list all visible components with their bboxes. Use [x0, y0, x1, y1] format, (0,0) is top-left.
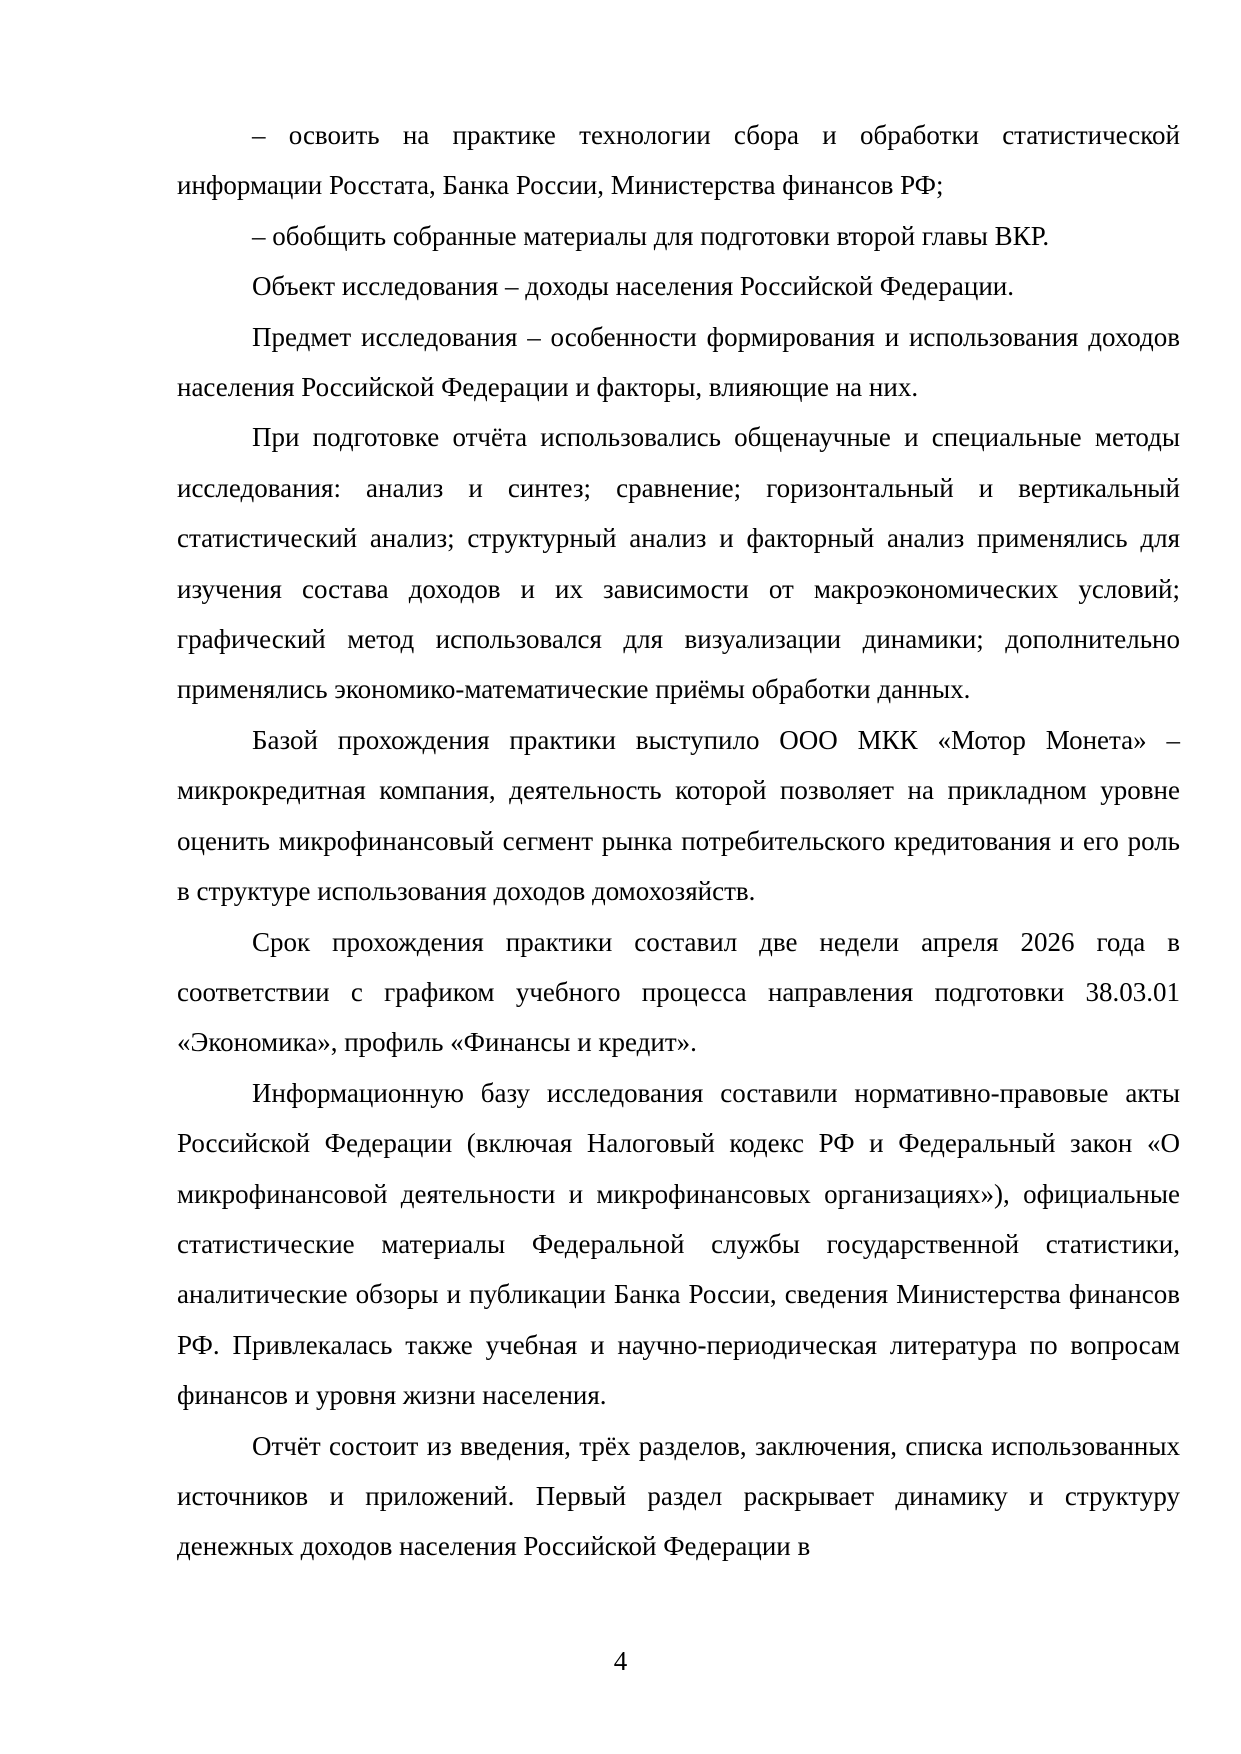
paragraph-report-structure: Отчёт состоит из введения, трёх разделов, заключения, списка использованных источников и приложений. Первый раздел раскрывает динамику и структуру денежных доходов населения Российской Федерации в: [177, 1430, 1180, 1562]
paragraph-task-statistics: – освоить на практике технологии сбора и обработки статистической информации Росстата, Банка России, Министерства финансов РФ;: [177, 120, 1180, 201]
paragraph-research-object: Объект исследования – доходы населения Российской Федерации.: [252, 271, 1014, 302]
paragraph-task-summary: – обобщить собранные материалы для подготовки второй главы ВКР.: [252, 220, 1050, 251]
paragraph-information-base: Информационную базу исследования составили нормативно-правовые акты Российской Федерации (включая Налоговый кодекс РФ и Федеральный закон «О микрофинансовой деятельности и микрофинансовых организациях»), официальные статистические материалы Федеральной службы государственной статистики, аналитические обзоры и публикации Банка России, сведения Министерства финансов РФ. Привлекалась также учебная и научно-периодическая литература по вопросам финансов и уровня жизни населения.: [177, 1077, 1180, 1411]
paragraph-research-methods: При подготовке отчёта использовались общенаучные и специальные методы исследования: анализ и синтез; сравнение; горизонтальный и вертикальный статистический анализ; структурный анализ и факторный анализ применялись для изучения состава доходов и их зависимости от макроэкономических условий; графический метод использовался для визуализации динамики; дополнительно применялись экономико-математические приёмы обработки данных.: [177, 422, 1180, 705]
page-number: 4: [613, 1646, 628, 1676]
paragraph-practice-base: Базой прохождения практики выступило ООО МКК «Мотор Монета» – микрокредитная компания, деятельность которой позволяет на прикладном уровне оценить микрофинансовый сегмент рынка потребительского кредитования и его роль в структуре использования доходов домохозяйств.: [177, 724, 1180, 907]
page-body-text: [177, 110, 1180, 1572]
paragraph-practice-period: Срок прохождения практики составил две недели апреля 2026 года в соответствии с графиком учебного процесса направления подготовки 38.03.01 «Экономика», профиль «Финансы и кредит».: [177, 926, 1180, 1058]
paragraph-research-subject: Предмет исследования – особенности формирования и использования доходов населения Российской Федерации и факторы, влияющие на них.: [177, 321, 1180, 403]
